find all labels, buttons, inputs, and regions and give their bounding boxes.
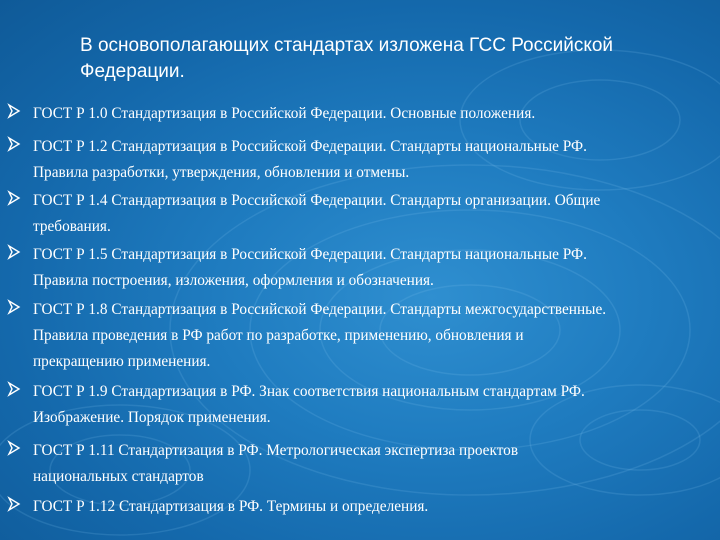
arrowhead-bullet-icon: [7, 440, 21, 456]
list-item-line: ГОСТ Р 1.11 Стандартизация в РФ. Метрологическая экспертиза проектов: [33, 442, 519, 459]
arrowhead-bullet-icon: [7, 496, 21, 512]
arrowhead-bullet-icon: [7, 103, 21, 119]
arrowhead-bullet-icon: [7, 244, 21, 260]
list-item-line: Изображение. Порядок применения.: [33, 409, 271, 426]
list-item-line: требования.: [33, 218, 111, 235]
list-item-text: [33, 242, 717, 294]
slide-title-line-1: В основополагающих стандартах изложена ГСС Российской: [80, 35, 614, 56]
arrowhead-bullet-icon: [7, 190, 21, 206]
list-item-line: ГОСТ Р 1.8 Стандартизация в Российской Федерации. Стандарты межгосударственные.: [33, 301, 607, 318]
list-item-line: ГОСТ Р 1.0 Стандартизация в Российской Федерации. Основные положения.: [33, 105, 536, 122]
arrowhead-bullet-icon: [7, 381, 21, 397]
list-item-text: [33, 438, 717, 490]
list-item-text: [33, 134, 717, 186]
list-item-line: ГОСТ Р 1.5 Стандартизация в Российской Федерации. Стандарты национальные РФ.: [33, 246, 587, 263]
slide-title-line-2: Федерации.: [80, 61, 185, 82]
list-item-line: ГОСТ Р 1.4 Стандартизация в Российской Федерации. Стандарты организации. Общие: [33, 192, 601, 209]
list-item-line: Правила проведения в РФ работ по разработке, применению, обновления и: [33, 327, 524, 344]
arrowhead-bullet-icon: [7, 136, 21, 152]
list-item-text: [33, 297, 717, 375]
slide-title: [80, 33, 680, 85]
list-item-text: [33, 188, 717, 240]
list-item-line: прекращению применения.: [33, 353, 211, 370]
list-item-text: [33, 494, 717, 520]
list-item-line: ГОСТ Р 1.2 Стандартизация в Российской Федерации. Стандарты национальные РФ.: [33, 138, 587, 155]
list-item-line: Правила разработки, утверждения, обновления и отмены.: [33, 164, 410, 181]
list-item-text: [33, 101, 717, 127]
list-item-line: Правила построения, изложения, оформления и обозначения.: [33, 272, 434, 289]
list-item-line: ГОСТ Р 1.9 Стандартизация в РФ. Знак соответствия национальным стандартам РФ.: [33, 383, 585, 400]
list-item-line: ГОСТ Р 1.12 Стандартизация в РФ. Термины и определения.: [33, 498, 429, 515]
arrowhead-bullet-icon: [7, 299, 21, 315]
list-item-line: национальных стандартов: [33, 468, 204, 485]
list-item-text: [33, 379, 717, 431]
